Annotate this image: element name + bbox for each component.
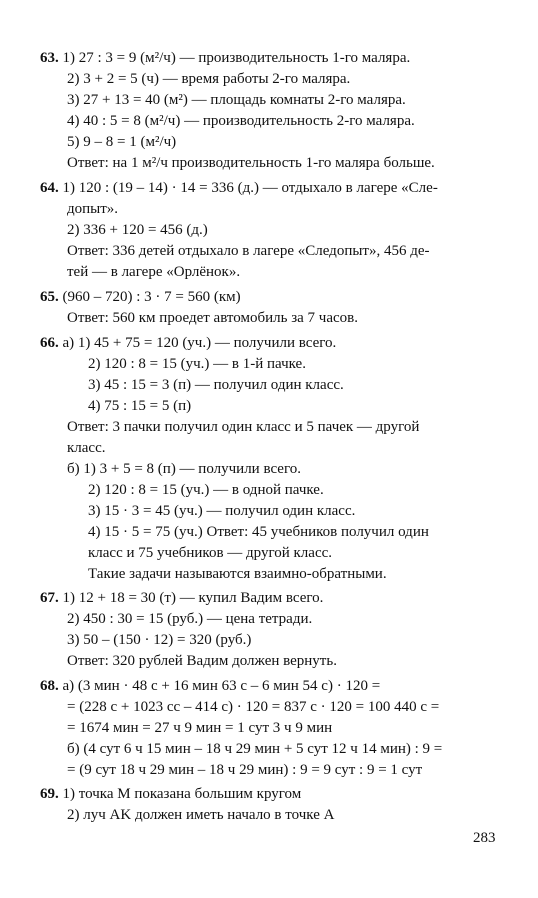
- problem-66-note: Такие задачи называются взаимно-обратными.: [88, 566, 387, 582]
- problem-number: 64.: [40, 180, 59, 196]
- problem-66-b-line-3: 3) 15 · 3 = 45 (уч.) — получил один класс.: [88, 503, 356, 519]
- problem-67-line-3: 3) 50 – (150 · 12) = 320 (руб.): [67, 632, 252, 648]
- line-text: 1) 120 : (19 – 14) · 14 = 336 (д.) — отдыхало в лагере «Сле-: [62, 180, 438, 196]
- problem-number: 69.: [40, 786, 59, 802]
- problem-67-line-2: 2) 450 : 30 = 15 (руб.) — цена тетради.: [67, 611, 313, 627]
- problem-66-answer-2: класс.: [67, 440, 106, 456]
- line-text: 1) 12 + 18 = 30 (т) — купил Вадим всего.: [62, 590, 324, 606]
- problem-63-line-1: [40, 48, 410, 68]
- problem-number: 65.: [40, 289, 59, 305]
- problem-65-line-1: [40, 287, 241, 307]
- line-text: а) (3 мин · 48 с + 16 мин 63 с – 6 мин 54 с) · 120 =: [62, 678, 381, 694]
- problem-68-line-5: = (9 сут 18 ч 29 мин – 18 ч 29 мин) : 9 = 9 сут : 9 = 1 сут: [67, 762, 423, 778]
- problem-69-line-1: [40, 784, 301, 804]
- problem-number: 63.: [40, 50, 59, 66]
- problem-65-answer: Ответ: 560 км проедет автомобиль за 7 часов.: [67, 310, 358, 326]
- problem-number: 68.: [40, 678, 59, 694]
- problem-68-line-2: = (228 с + 1023 сс – 414 с) · 120 = 837 с · 120 = 100 440 с =: [67, 699, 440, 715]
- problem-64-line-1: [40, 178, 438, 198]
- problem-66-b-line-2: 2) 120 : 8 = 15 (уч.) — в одной пачке.: [88, 482, 324, 498]
- line-text: а) 1) 45 + 75 = 120 (уч.) — получили всего.: [62, 335, 337, 351]
- problem-66-line-1: [40, 333, 336, 353]
- problem-68-line-3: = 1674 мин = 27 ч 9 мин = 1 сут 3 ч 9 мин: [67, 720, 333, 736]
- problem-66-line-3: 3) 45 : 15 = 3 (п) — получил один класс.: [88, 377, 344, 393]
- problem-67-answer: Ответ: 320 рублей Вадим должен вернуть.: [67, 653, 337, 669]
- problem-66-line-4: 4) 75 : 15 = 5 (п): [88, 398, 192, 414]
- problem-64-line-2: допыт».: [67, 201, 119, 217]
- problem-63-line-5: 5) 9 – 8 = 1 (м²/ч): [67, 134, 177, 150]
- problem-66-answer-1: Ответ: 3 пачки получил один класс и 5 пачек — другой: [67, 419, 420, 435]
- problem-67-line-1: [40, 588, 323, 608]
- problem-number: 66.: [40, 335, 59, 351]
- problem-66-b-line-5: класс и 75 учебников — другой класс.: [88, 545, 333, 561]
- line-text: 1) точка M показана большим кругом: [62, 786, 302, 802]
- problem-63-answer: Ответ: на 1 м²/ч производительность 1-го маляра больше.: [67, 155, 435, 171]
- line-text: (960 – 720) : 3 · 7 = 560 (км): [62, 289, 241, 305]
- problem-63-line-2: 2) 3 + 2 = 5 (ч) — время работы 2-го маляра.: [67, 71, 351, 87]
- problem-68-line-4: б) (4 сут 6 ч 15 мин – 18 ч 29 мин + 5 сут 12 ч 14 мин) : 9 =: [67, 741, 443, 757]
- problem-64-line-3: 2) 336 + 120 = 456 (д.): [67, 222, 208, 238]
- problem-66-line-2: 2) 120 : 8 = 15 (уч.) — в 1-й пачке.: [88, 356, 306, 372]
- line-text: 1) 27 : 3 = 9 (м²/ч) — производительность 1-го маляра.: [62, 50, 411, 66]
- problem-63-line-4: 4) 40 : 5 = 8 (м²/ч) — производительность 2-го маляра.: [67, 113, 415, 129]
- problem-63-line-3: 3) 27 + 13 = 40 (м²) — площадь комнаты 2-го маляра.: [67, 92, 406, 108]
- problem-number: 67.: [40, 590, 59, 606]
- page-number: 283: [473, 830, 496, 846]
- problem-64-answer-2: тей — в лагере «Орлёнок».: [67, 264, 241, 280]
- problem-68-line-1: [40, 676, 380, 696]
- problem-69-line-2: 2) луч AK должен иметь начало в точке A: [67, 807, 335, 823]
- problem-66-b-line-1: б) 1) 3 + 5 = 8 (п) — получили всего.: [67, 461, 301, 477]
- problem-64-answer-1: Ответ: 336 детей отдыхало в лагере «Следопыт», 456 де-: [67, 243, 430, 259]
- problem-66-b-line-4: 4) 15 · 5 = 75 (уч.) Ответ: 45 учебников получил один: [88, 524, 429, 540]
